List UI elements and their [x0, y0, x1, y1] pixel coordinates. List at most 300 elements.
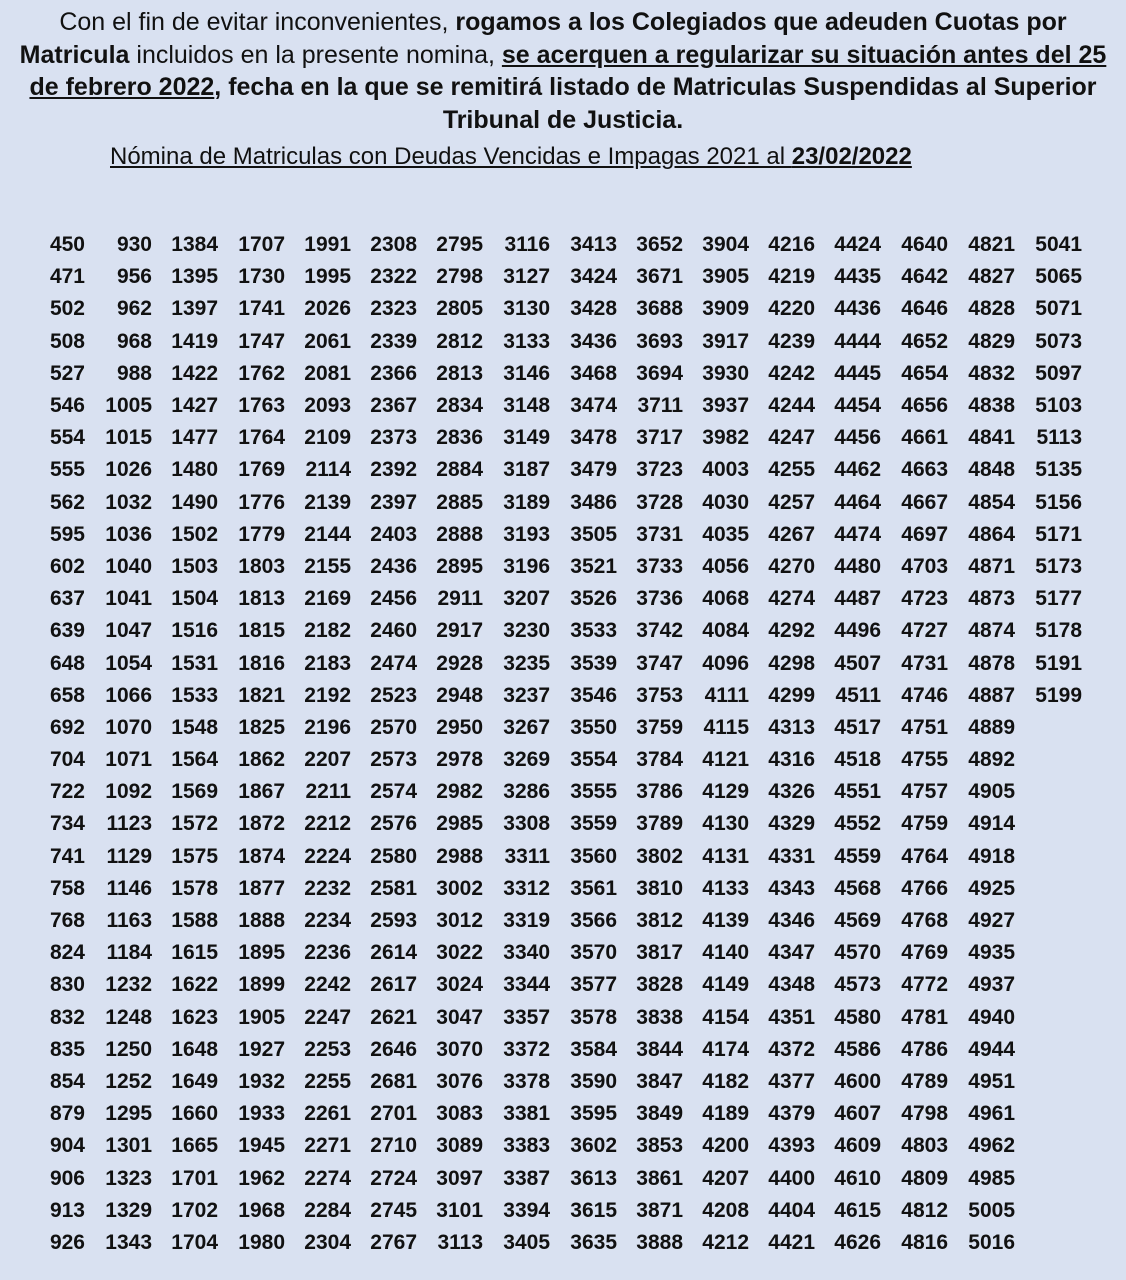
matricula-number: 2403	[370, 522, 417, 546]
matricula-number: 4786	[901, 1037, 948, 1061]
matricula-number: 3717	[636, 426, 683, 450]
matricula-number: 2242	[304, 973, 351, 997]
matricula-number: 2212	[304, 812, 351, 836]
matricula-number: 3539	[570, 651, 617, 675]
matricula-number: 4200	[702, 1134, 749, 1158]
matricula-number: 4274	[768, 587, 815, 611]
matricula-number: 554	[49, 426, 85, 450]
matricula-number: 3711	[637, 394, 683, 418]
matricula-number: 4255	[768, 458, 815, 482]
table-row	[0, 615, 1126, 647]
matricula-number: 906	[49, 1166, 85, 1190]
matricula-number: 3424	[570, 265, 617, 289]
matricula-number: 4454	[834, 394, 881, 418]
matricula-number: 508	[49, 329, 85, 353]
matricula-number: 3235	[503, 651, 550, 675]
matricula-number: 5071	[1035, 297, 1082, 321]
matricula-number: 4654	[901, 361, 948, 385]
matricula-number: 3413	[570, 233, 617, 257]
table-row	[0, 1227, 1126, 1259]
matricula-number: 3731	[636, 522, 683, 546]
matricula-number: 3428	[570, 297, 617, 321]
matricula-number: 4661	[901, 426, 948, 450]
table-row	[0, 326, 1126, 358]
matricula-number: 3486	[570, 490, 617, 514]
matricula-number: 4270	[768, 554, 815, 578]
matricula-number: 2460	[370, 619, 417, 643]
matricula-number: 904	[49, 1134, 85, 1158]
matricula-number: 4757	[901, 780, 948, 804]
matricula-number: 3089	[436, 1134, 483, 1158]
matricula-number: 4298	[768, 651, 815, 675]
matricula-number: 3002	[436, 876, 483, 900]
matricula-number: 1779	[238, 522, 285, 546]
matricula-number: 1531	[171, 651, 218, 675]
matricula-number: 2805	[436, 297, 483, 321]
table-row	[0, 358, 1126, 390]
matricula-number: 5005	[968, 1198, 1015, 1222]
matricula-number: 3561	[570, 876, 617, 900]
matricula-number: 4951	[968, 1069, 1015, 1093]
matricula-number: 1825	[238, 715, 285, 739]
matricula-number: 4115	[703, 715, 749, 739]
matricula-number: 1015	[105, 426, 152, 450]
matricula-number: 3550	[570, 715, 617, 739]
matricula-number: 1092	[105, 780, 152, 804]
matricula-number: 4216	[768, 233, 815, 257]
matricula-number: 546	[49, 394, 85, 418]
matricula-number: 4962	[968, 1134, 1015, 1158]
matricula-number: 4727	[901, 619, 948, 643]
matricula-number: 2169	[304, 587, 351, 611]
matricula-number: 3847	[636, 1069, 683, 1093]
matricula-number: 4828	[968, 297, 1015, 321]
matricula-number: 962	[116, 297, 152, 321]
matricula-number: 4663	[901, 458, 948, 482]
matricula-number: 3146	[503, 361, 550, 385]
matricula-number: 2093	[304, 394, 351, 418]
matricula-number: 4247	[768, 426, 815, 450]
matricula-number: 1762	[238, 361, 285, 385]
matricula-number: 832	[49, 1005, 85, 1029]
matricula-number: 741	[49, 844, 85, 868]
matricula-number: 3436	[570, 329, 617, 353]
matricula-number: 879	[49, 1102, 85, 1126]
matricula-number: 1040	[105, 554, 152, 578]
matricula-number: 3267	[503, 715, 550, 739]
matricula-number: 2928	[436, 651, 483, 675]
matricula-number: 1660	[171, 1102, 218, 1126]
matricula-number: 4864	[968, 522, 1015, 546]
matricula-number: 2701	[370, 1102, 417, 1126]
matricula-number: 4607	[834, 1102, 881, 1126]
matricula-number: 4764	[901, 844, 948, 868]
matricula-number: 4421	[768, 1230, 815, 1254]
matricula-number: 2988	[436, 844, 483, 868]
matricula-number: 3230	[503, 619, 550, 643]
matricula-number: 4299	[768, 683, 815, 707]
matricula-number: 2232	[304, 876, 351, 900]
matricula-number: 4377	[768, 1069, 815, 1093]
matricula-number: 1184	[106, 941, 152, 965]
matricula-number: 4610	[834, 1166, 881, 1190]
matricula-number: 1991	[304, 233, 351, 257]
matricula-number: 3853	[636, 1134, 683, 1158]
matricula-number: 2308	[370, 233, 417, 257]
matricula-number: 2885	[436, 490, 483, 514]
matricula-number: 4242	[768, 361, 815, 385]
matricula-number: 4149	[702, 973, 749, 997]
matricula-number: 3909	[702, 297, 749, 321]
matricula-number: 2284	[304, 1198, 351, 1222]
matricula-number: 1504	[171, 587, 218, 611]
matricula-number: 4207	[702, 1166, 749, 1190]
table-row	[0, 1130, 1126, 1162]
matricula-number: 1813	[238, 587, 285, 611]
matricula-number: 3405	[503, 1230, 550, 1254]
matricula-number: 1395	[171, 265, 218, 289]
matricula-number: 1533	[171, 683, 218, 707]
matricula-number: 1146	[106, 876, 152, 900]
matricula-number: 4517	[834, 715, 881, 739]
matricula-number: 1163	[106, 909, 152, 933]
notice-paragraph	[0, 0, 1126, 136]
matricula-number: 2144	[304, 522, 351, 546]
matricula-number: 2581	[370, 876, 417, 900]
matricula-number: 2155	[304, 554, 351, 578]
matricula-number: 3012	[436, 909, 483, 933]
matricula-number: 2474	[370, 651, 417, 675]
matricula-number: 4347	[768, 941, 815, 965]
matricula-number: 4130	[702, 812, 749, 836]
matricula-number: 1054	[105, 651, 152, 675]
matricula-number: 4914	[968, 812, 1015, 836]
matricula-number: 968	[116, 329, 152, 353]
matricula-number: 4507	[834, 651, 881, 675]
matricula-number: 4935	[968, 941, 1015, 965]
notice-included: incluidos en la presente nomina,	[129, 40, 502, 69]
matricula-number: 4552	[834, 812, 881, 836]
matricula-number: 3474	[570, 394, 617, 418]
matricula-number: 4331	[768, 844, 815, 868]
matricula-number: 2795	[436, 233, 483, 257]
matricula-number: 1569	[171, 780, 218, 804]
matricula-number: 4056	[702, 554, 749, 578]
notice-deadline: se acerquen a regularizar su situación antes del 25 de febrero 2022	[29, 40, 1107, 101]
matricula-number: 3521	[570, 554, 617, 578]
matricula-number: 4496	[834, 619, 881, 643]
matricula-number: 3759	[636, 715, 683, 739]
matricula-number: 1422	[171, 361, 218, 385]
matricula-number: 3635	[570, 1230, 617, 1254]
matricula-number: 4292	[768, 619, 815, 643]
matricula-number: 1702	[171, 1198, 218, 1222]
matricula-number: 2114	[305, 458, 351, 482]
matricula-number: 1665	[171, 1134, 218, 1158]
matricula-number: 1815	[238, 619, 285, 643]
matricula-number: 4889	[968, 715, 1015, 739]
matricula-number: 2367	[370, 394, 417, 418]
matricula-number: 704	[49, 748, 85, 772]
matricula-number: 4944	[968, 1037, 1015, 1061]
matricula-number: 2523	[370, 683, 417, 707]
matricula-number: 4697	[901, 522, 948, 546]
matricula-number: 4444	[834, 329, 881, 353]
matricula-number: 4703	[901, 554, 948, 578]
matricula-number: 3844	[636, 1037, 683, 1061]
matricula-number: 4838	[968, 394, 1015, 418]
matricula-number: 4829	[968, 329, 1015, 353]
matricula-number: 4759	[901, 812, 948, 836]
matricula-number: 2436	[370, 554, 417, 578]
matricula-number: 2985	[436, 812, 483, 836]
matricula-number: 5199	[1035, 683, 1082, 707]
matricula-number: 2061	[304, 329, 351, 353]
matricula-number: 768	[49, 909, 85, 933]
matricula-number: 1575	[171, 844, 218, 868]
matricula-number: 1477	[171, 426, 218, 450]
matricula-number: 3149	[503, 426, 550, 450]
matricula-number: 1503	[171, 554, 218, 578]
matricula-number: 3786	[636, 780, 683, 804]
matricula-number: 3378	[503, 1069, 550, 1093]
matricula-number: 4798	[901, 1102, 948, 1126]
matricula-number: 4400	[768, 1166, 815, 1190]
matricula-number: 3196	[503, 554, 550, 578]
matricula-number: 3546	[570, 683, 617, 707]
matricula-number: 1427	[171, 394, 218, 418]
matricula-number: 824	[49, 941, 85, 965]
matricula-number: 2948	[436, 683, 483, 707]
matricula-number: 854	[49, 1069, 85, 1093]
table-row	[0, 1002, 1126, 1034]
matricula-number: 3383	[503, 1134, 550, 1158]
matricula-number: 5173	[1035, 554, 1082, 578]
matricula-number: 835	[49, 1037, 85, 1061]
matricula-number: 4768	[901, 909, 948, 933]
matricula-number: 3130	[503, 297, 550, 321]
matricula-number: 2139	[304, 490, 351, 514]
matricula-number: 2576	[370, 812, 417, 836]
matricula-number: 4569	[834, 909, 881, 933]
matricula-number: 1980	[238, 1230, 285, 1254]
matricula-number: 5041	[1035, 233, 1082, 257]
matricula-number: 3723	[636, 458, 683, 482]
matricula-number: 758	[49, 876, 85, 900]
matricula-number: 3671	[636, 265, 683, 289]
matricula-number: 1704	[171, 1230, 218, 1254]
matricula-number: 3116	[504, 233, 550, 257]
matricula-number: 3133	[503, 329, 550, 353]
matricula-number: 3372	[503, 1037, 550, 1061]
matricula-number: 4329	[768, 812, 815, 836]
matricula-number: 5016	[968, 1230, 1015, 1254]
table-row	[0, 293, 1126, 325]
matricula-number: 3207	[503, 587, 550, 611]
matricula-number: 2724	[370, 1166, 417, 1190]
matricula-number: 4133	[702, 876, 749, 900]
matricula-number: 595	[49, 522, 85, 546]
matricula-number: 4220	[768, 297, 815, 321]
matricula-number: 5065	[1035, 265, 1082, 289]
matricula-number: 2574	[370, 780, 417, 804]
matricula-number: 2182	[304, 619, 351, 643]
matricula-number: 1615	[171, 941, 218, 965]
matricula-number: 4030	[702, 490, 749, 514]
matricula-number: 3533	[570, 619, 617, 643]
matricula-number: 2813	[436, 361, 483, 385]
matricula-number: 3747	[636, 651, 683, 675]
matricula-number: 722	[49, 780, 85, 804]
matricula-number: 3802	[636, 844, 683, 868]
matricula-number: 2196	[304, 715, 351, 739]
matricula-number: 4642	[901, 265, 948, 289]
matricula-number: 1623	[171, 1005, 218, 1029]
matricula-number: 2109	[304, 426, 351, 450]
matricula-number: 3736	[636, 587, 683, 611]
matricula-number: 4925	[968, 876, 1015, 900]
matricula-number: 1707	[238, 233, 285, 257]
matricula-number: 2917	[436, 619, 483, 643]
matricula-number: 2224	[304, 844, 351, 868]
matricula-number: 2026	[304, 297, 351, 321]
matricula-number: 1419	[171, 329, 218, 353]
matricula-number: 3937	[702, 394, 749, 418]
matricula-number: 4068	[702, 587, 749, 611]
matricula-number: 2911	[437, 587, 483, 611]
list-title	[0, 142, 1126, 172]
table-row	[0, 519, 1126, 551]
matricula-number: 4464	[834, 490, 881, 514]
matricula-number: 4257	[768, 490, 815, 514]
matricula-number: 3022	[436, 941, 483, 965]
matricula-number: 1036	[105, 522, 152, 546]
matricula-number: 2681	[370, 1069, 417, 1093]
matricula-number: 1764	[238, 426, 285, 450]
matricula-number: 562	[49, 490, 85, 514]
list-title-text: Nómina de Matriculas con Deudas Vencidas e Impagas 2021 al	[110, 143, 792, 170]
matricula-number: 4348	[768, 973, 815, 997]
matricula-number: 5171	[1035, 522, 1082, 546]
notice-intro: Con el fin de evitar inconvenientes,	[59, 8, 456, 36]
matricula-number: 4887	[968, 683, 1015, 707]
matricula-number: 4667	[901, 490, 948, 514]
matricula-number: 4096	[702, 651, 749, 675]
matricula-number: 3861	[636, 1166, 683, 1190]
matricula-number: 3187	[503, 458, 550, 482]
matricula-number: 4615	[834, 1198, 881, 1222]
matricula-number: 1730	[238, 265, 285, 289]
matricula-number: 5177	[1035, 587, 1082, 611]
matricula-number: 3917	[702, 329, 749, 353]
matricula-number: 3753	[636, 683, 683, 707]
matricula-number: 3871	[636, 1198, 683, 1222]
notice-request: rogamos a los Colegiados que adeuden Cuotas por Matricula	[19, 8, 1067, 69]
matricula-number: 4174	[702, 1037, 749, 1061]
matricula-number: 4580	[834, 1005, 881, 1029]
matricula-number: 4766	[901, 876, 948, 900]
table-row	[0, 905, 1126, 937]
matricula-number: 3812	[636, 909, 683, 933]
matricula-number: 1548	[171, 715, 218, 739]
matricula-number: 2884	[436, 458, 483, 482]
matricula-number: 1041	[105, 587, 152, 611]
matricula-number: 2593	[370, 909, 417, 933]
matricula-number: 4827	[968, 265, 1015, 289]
matricula-number: 3468	[570, 361, 617, 385]
matricula-number: 4874	[968, 619, 1015, 643]
matricula-number: 1026	[105, 458, 152, 482]
table-row	[0, 712, 1126, 744]
matricula-number: 4182	[702, 1069, 749, 1093]
matricula-number: 3505	[570, 522, 617, 546]
matricula-number: 2573	[370, 748, 417, 772]
matricula-number: 3728	[636, 490, 683, 514]
matricula-number: 3148	[503, 394, 550, 418]
matricula-number: 4940	[968, 1005, 1015, 1029]
matricula-number: 2982	[436, 780, 483, 804]
matricula-number: 3189	[503, 490, 550, 514]
matricula-number: 5178	[1035, 619, 1082, 643]
matricula-number: 4267	[768, 522, 815, 546]
matricula-number: 2646	[370, 1037, 417, 1061]
matricula-number: 1888	[238, 909, 285, 933]
matricula-number: 4961	[968, 1102, 1015, 1126]
matricula-number: 3479	[570, 458, 617, 482]
matricula-number: 2274	[304, 1166, 351, 1190]
table-row	[0, 680, 1126, 712]
matricula-number: 1572	[171, 812, 218, 836]
matricula-number: 1927	[238, 1037, 285, 1061]
matricula-number: 1248	[105, 1005, 152, 1029]
matricula-number: 3849	[636, 1102, 683, 1126]
matricula-number: 4892	[968, 748, 1015, 772]
matricula-number: 2570	[370, 715, 417, 739]
matricula-number: 2373	[370, 426, 417, 450]
matricula-number: 4918	[968, 844, 1015, 868]
matricula-number: 1070	[105, 715, 152, 739]
matricula-number: 2081	[304, 361, 351, 385]
table-row	[0, 969, 1126, 1001]
matricula-number: 3613	[570, 1166, 617, 1190]
matricula-number: 4212	[702, 1230, 749, 1254]
matricula-number: 1066	[105, 683, 152, 707]
matricula-number: 3319	[503, 909, 550, 933]
matricula-number: 4121	[702, 748, 749, 772]
table-row	[0, 841, 1126, 873]
matricula-number: 3526	[570, 587, 617, 611]
matricula-number: 734	[49, 812, 85, 836]
matricula-number: 4873	[968, 587, 1015, 611]
matricula-number: 1129	[106, 844, 152, 868]
matricula-number: 4346	[768, 909, 815, 933]
matricula-number: 5073	[1035, 329, 1082, 353]
matricula-number: 3615	[570, 1198, 617, 1222]
matricula-number: 2834	[436, 394, 483, 418]
matricula-number: 2978	[436, 748, 483, 772]
matricula-number: 3076	[436, 1069, 483, 1093]
table-row	[0, 808, 1126, 840]
matricula-number: 3817	[636, 941, 683, 965]
matricula-number: 1250	[105, 1037, 152, 1061]
matricula-number: 1564	[171, 748, 218, 772]
matricula-number: 4769	[901, 941, 948, 965]
matricula-number: 4746	[901, 683, 948, 707]
matricula-number: 4878	[968, 651, 1015, 675]
matricula-number: 3357	[503, 1005, 550, 1029]
matricula-number: 3560	[570, 844, 617, 868]
table-row	[0, 1195, 1126, 1227]
